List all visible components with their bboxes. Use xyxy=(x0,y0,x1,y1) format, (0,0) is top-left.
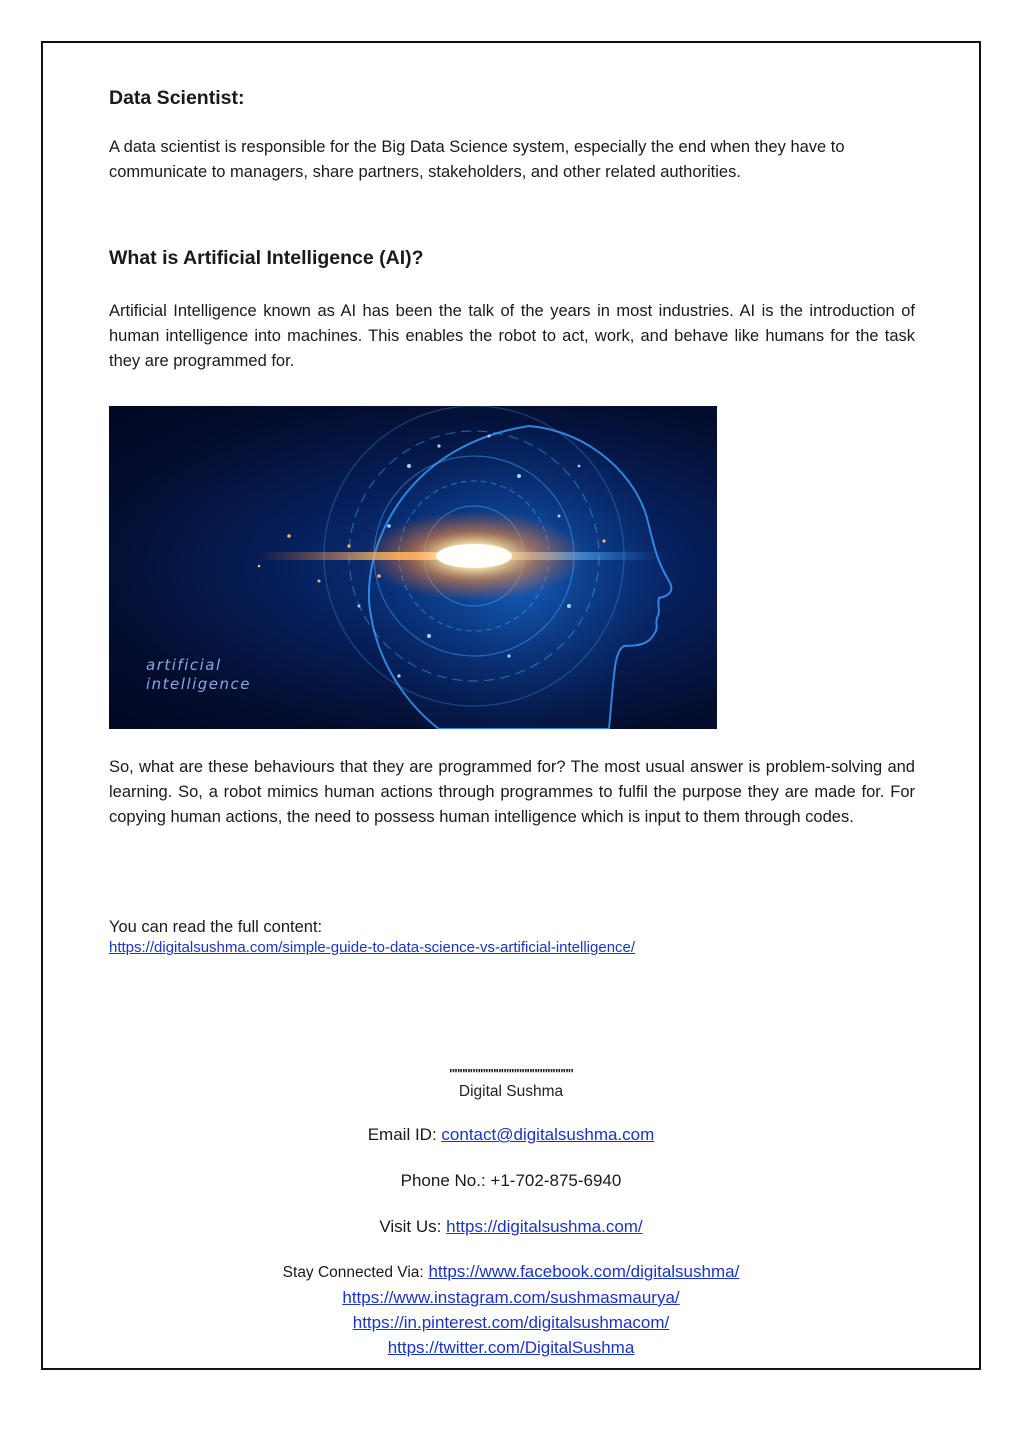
data-scientist-paragraph: A data scientist is responsible for the Big Data Science system, especially the end when they have to communicate to managers, share partners, stakeholders, and other related authorities. xyxy=(109,138,845,181)
image-caption-line1: artificial xyxy=(146,656,222,674)
data-scientist-paragraph-block xyxy=(109,135,915,185)
brand-name: Digital Sushma xyxy=(458,1083,564,1100)
visit-row xyxy=(41,1215,981,1239)
stay-connected-label: Stay Connected Via: xyxy=(282,1264,424,1281)
pinterest-link[interactable]: https://in.pinterest.com/digitalsushmacom/ xyxy=(352,1313,670,1332)
behaviours-paragraph: So, what are these behaviours that they are programmed for? The most usual answer is problem-solving and learning. So, a robot mimics human actions through programmes to fulfil the purpose they are made for. For copying human actions, the need to possess human intelligence which is input to them through codes. xyxy=(109,758,915,826)
instagram-link[interactable]: https://www.instagram.com/sushmasmaurya/ xyxy=(342,1288,680,1307)
read-more-block xyxy=(109,916,915,958)
facebook-row xyxy=(41,1259,981,1285)
behaviours-paragraph-block xyxy=(109,755,915,830)
twitter-link[interactable]: https://twitter.com/DigitalSushma xyxy=(387,1338,635,1357)
image-caption-line2: intelligence xyxy=(146,675,252,693)
read-more-label: You can read the full content: xyxy=(109,918,323,936)
ai-head-image xyxy=(109,406,717,729)
heading-data-scientist: Data Scientist: xyxy=(109,87,245,109)
image-caption xyxy=(146,656,251,694)
email-row xyxy=(41,1123,981,1147)
social-block xyxy=(41,1259,981,1360)
read-more-link[interactable]: https://digitalsushma.com/simple-guide-to-data-science-vs-artificial-intelligence/ xyxy=(109,939,636,956)
ai-paragraph-block xyxy=(109,299,915,374)
phone-row: Phone No.: +1-702-875-6940 xyxy=(400,1171,622,1190)
visit-label: Visit Us: xyxy=(379,1217,442,1236)
email-label: Email ID: xyxy=(367,1125,437,1144)
section-ai xyxy=(109,246,915,270)
decorative-dots: """""""""""""""""""""""" xyxy=(449,1066,573,1081)
footer xyxy=(41,1066,981,1360)
heading-what-is-ai: What is Artificial Intelligence (AI)? xyxy=(109,247,424,269)
website-link[interactable]: https://digitalsushma.com/ xyxy=(446,1217,643,1236)
email-link[interactable]: contact@digitalsushma.com xyxy=(441,1125,655,1144)
facebook-link[interactable]: https://www.facebook.com/digitalsushma/ xyxy=(428,1262,740,1281)
section-data-scientist xyxy=(109,86,915,110)
ai-paragraph: Artificial Intelligence known as AI has been the talk of the years in most industries. AI is the introduction of human intelligence into machines. This enables the robot to act, work, and behave like humans for the task they are programmed for. xyxy=(109,302,915,370)
